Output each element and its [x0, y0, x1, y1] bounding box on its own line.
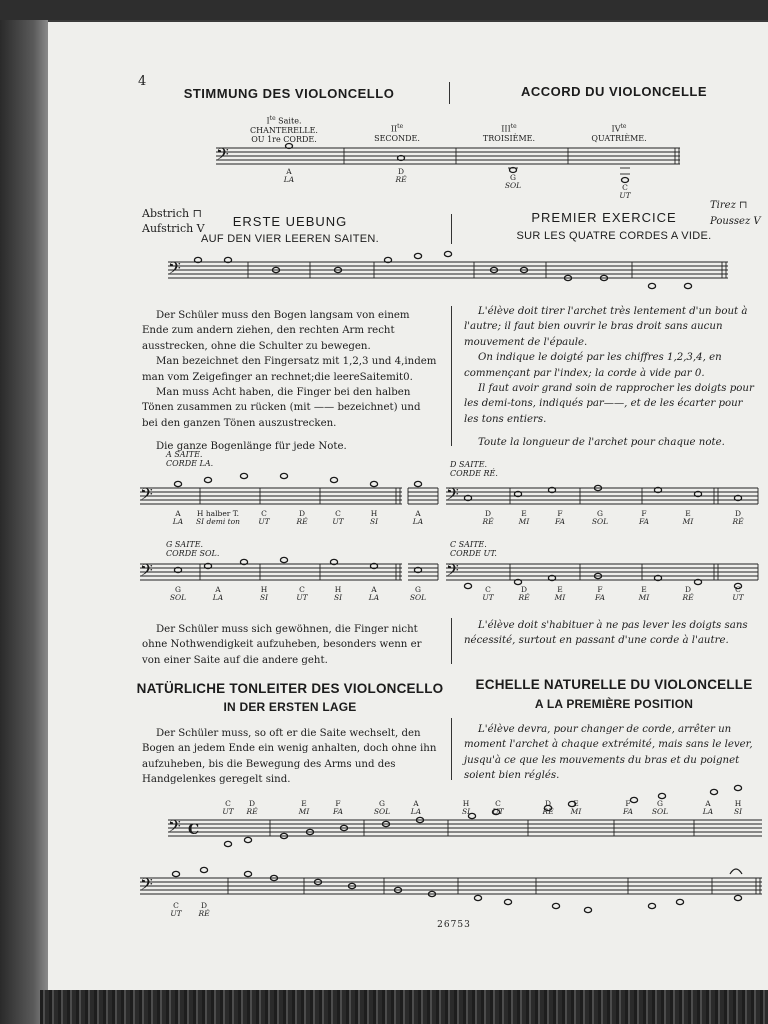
- g-string-label: G SAITE. CORDE SOL.: [166, 540, 220, 558]
- note-head: [648, 283, 655, 288]
- note-name-label: G SOL: [169, 585, 187, 602]
- music-page: [48, 22, 768, 992]
- note-name-label: D RÉ: [246, 799, 258, 816]
- scale-subtitle-de: IN DER ERSTEN LAGE: [223, 700, 357, 714]
- common-time-icon: C: [188, 822, 200, 838]
- note-name-label: E MI: [638, 585, 650, 602]
- note-name-label: G SOL: [373, 799, 391, 816]
- fermata-icon: [730, 869, 742, 874]
- note-name-label: D RÉ: [732, 509, 744, 526]
- note-name-label: D RÉ: [542, 799, 554, 816]
- bass-clef-icon: 𝄢: [168, 258, 181, 282]
- note-head: [584, 907, 591, 912]
- bowing-legend-fr: Tirez ⊓ Poussez V: [710, 200, 761, 227]
- c-string-label: C SAITE. CORDE UT.: [450, 540, 497, 558]
- scale-subtitle-fr: A LA PREMIÈRE POSITION: [534, 697, 694, 711]
- note-name-label: D RÉ: [482, 509, 494, 526]
- g-string-staff: [140, 560, 438, 584]
- d-string-label: D SAITE. CORDE RÉ.: [450, 460, 498, 478]
- string-1-label: $I^{te}$ Saite. CHANTERELLE. OU 1re CORDE.: [250, 115, 318, 144]
- instructions-de-1: Der Schüler muss den Bogen langsam von einem Ende zum andern ziehen, den rechten Arm recht ausstrecken, ohne die Schulter zu bewegen. Man bezeichnet den Fingersatz mit 1,2,3 und 4,indem man vom Zeigefinger an rechnet;die leereSaitemit0. Man muss Acht haben, die Finger bei den halben Tönen zusammen zu rücken (mit —— bezeichnet) und bei den ganzen Tönen auszustrecken. Die ganze Bogenlänge für jede Note.: [142, 310, 437, 453]
- c-string-staff: [446, 560, 758, 584]
- note-head: [330, 477, 337, 482]
- note-name-label: D RÉ: [198, 901, 210, 918]
- bowing-legend-de: Abstrich ⊓ Aufstrich V: [142, 207, 205, 235]
- note-name-label: A LA: [368, 585, 380, 602]
- page-number: 4: [138, 74, 147, 89]
- note-head: [504, 899, 511, 904]
- note-head: [280, 557, 287, 562]
- column-divider: [451, 718, 452, 780]
- note-name-label: G SOL: [409, 585, 427, 602]
- note-name-label: E MI: [570, 799, 582, 816]
- instructions-de-3: Der Schüler muss, so oft er die Saite wechselt, den Bogen an jedem Ende ein wenig anhalten, doch ohne ihn aufzuheben, bis die Bewegung des Arms und des Handgelenkes geregelt sind.: [142, 728, 437, 786]
- note-name-label: E MI: [554, 585, 566, 602]
- note-head: [244, 837, 251, 842]
- plate-number: 26753: [437, 920, 471, 930]
- exercise1-title-fr: PREMIER EXERCICE: [531, 210, 677, 225]
- note-head: [444, 251, 451, 256]
- string-3-label: $III^{te}$ TROISIÈME.: [482, 123, 536, 143]
- note-name-label: D RÉ: [296, 509, 308, 526]
- note-head: [734, 785, 741, 790]
- note-name-label: A LA: [702, 799, 714, 816]
- note-name-label: F FA: [639, 509, 649, 526]
- scanner-edge-bottom: [40, 990, 768, 1024]
- note-name-label: H SI: [333, 585, 343, 602]
- bass-clef-icon: 𝄢: [446, 560, 459, 584]
- column-divider: [451, 618, 452, 664]
- tuning-note-name: A LA: [283, 167, 295, 184]
- instructions-fr-1: L'élève doit tirer l'archet très lentement d'un bout à l'autre; il faut bien ouvrir le bras droit sans aucun mouvement de l'épaule. On indique le doigté par les chiffres 1,2,3,4, en commençant par l'index; la corde à vide par 0. Il faut avoir grand soin de rapprocher les doigts pour les demi-tons, indiqués par——, et de les écarter pour les tons entiers. Toute la longueur de l'archet pour chaque note.: [464, 306, 754, 449]
- note-name-label: C UT: [482, 585, 494, 602]
- note-head: [204, 477, 211, 482]
- column-divider: [451, 214, 452, 244]
- note-name-label: C UT: [222, 799, 234, 816]
- instructions-fr-2: L'élève doit s'habituer à ne pas lever les doigts sans nécessité, surtout en passant d'une corde à l'autre.: [464, 620, 748, 647]
- instructions-fr-3: L'élève devra, pour changer de corde, arrêter un moment l'archet à chaque extrémité, mais sans le lever, jusqu'à ce que les mouvements du bras et du poignet soient bien réglés.: [464, 724, 753, 782]
- note-head: [676, 899, 683, 904]
- note-name-label: D RÉ: [518, 585, 530, 602]
- note-name-label: F FA: [623, 799, 633, 816]
- note-head: [552, 903, 559, 908]
- note-name-label: H SI: [461, 799, 471, 816]
- note-head: [474, 895, 481, 900]
- note-name-label: C UT: [332, 509, 344, 526]
- column-divider: [451, 306, 452, 446]
- bass-clef-icon: 𝄢: [446, 484, 459, 508]
- string-2-label: $II^{te}$ SECONDE.: [374, 123, 420, 143]
- tuning-note-name: C UT: [619, 183, 631, 200]
- a-string-label: A SAITE. CORDE LA.: [166, 450, 214, 468]
- note-head: [370, 481, 377, 486]
- note-head: [414, 253, 421, 258]
- note-name-label: F FA: [555, 509, 565, 526]
- note-name-label: H halber T. SI demi ton: [196, 509, 240, 526]
- string-4-label: $IV^{te}$ QUATRIÈME.: [591, 123, 647, 143]
- note-name-label: A LA: [172, 509, 184, 526]
- bass-clef-icon: 𝄢: [140, 484, 153, 508]
- note-head: [648, 903, 655, 908]
- note-name-label: C UT: [258, 509, 270, 526]
- scanner-edge-left: [0, 0, 48, 1024]
- note-name-label: G SOL: [651, 799, 669, 816]
- scale-title-fr: ECHELLE NATURELLE DU VIOLONCELLE: [475, 677, 753, 692]
- note-head: [464, 583, 471, 588]
- scale-title-de: NATÜRLICHE TONLEITER DES VIOLONCELLO: [136, 681, 444, 696]
- note-head: [244, 871, 251, 876]
- note-name-label: C UT: [492, 799, 504, 816]
- note-name-label: F FA: [595, 585, 605, 602]
- title-tuning-fr: ACCORD DU VIOLONCELLE: [521, 84, 707, 99]
- tuning-note-name: G SOL: [504, 173, 522, 190]
- note-head: [174, 481, 181, 486]
- bass-clef-icon: 𝄢: [216, 144, 229, 168]
- title-tuning-de: STIMMUNG DES VIOLONCELLO: [183, 86, 395, 101]
- bass-clef-icon: 𝄢: [140, 874, 153, 898]
- note-name-label: H SI: [369, 509, 379, 526]
- note-head: [224, 841, 231, 846]
- note-head: [658, 793, 665, 798]
- note-head: [414, 481, 421, 486]
- note-name-label: E MI: [682, 509, 694, 526]
- scale-staff-1: [168, 816, 762, 840]
- note-name-label: H SI: [733, 799, 743, 816]
- exercise1-subtitle-de: AUF DEN VIER LEEREN SAITEN.: [200, 233, 380, 245]
- exercise1-subtitle-fr: SUR LES QUATRE CORDES A VIDE.: [516, 230, 712, 242]
- note-head: [240, 473, 247, 478]
- exercise1-staff: [168, 258, 728, 282]
- tuning-note-name: D RÉ: [395, 167, 407, 184]
- note-head: [172, 871, 179, 876]
- scale-staff-2: [140, 869, 762, 898]
- bass-clef-icon: 𝄢: [140, 560, 153, 584]
- note-head: [200, 867, 207, 872]
- note-name-label: E MI: [518, 509, 530, 526]
- note-name-label: G SOL: [591, 509, 609, 526]
- note-name-label: C UT: [296, 585, 308, 602]
- note-name-label: C UT: [170, 901, 182, 918]
- instructions-de-2: Der Schüler muss sich gewöhnen, die Finger nicht ohne Nothwendigkeit aufzuheben, besonders wenn er von einer Saite auf die andere geht.: [142, 624, 422, 666]
- note-name-label: A LA: [412, 509, 424, 526]
- note-name-label: F FA: [333, 799, 343, 816]
- bass-clef-icon: 𝄢: [168, 816, 181, 840]
- exercise1-title-de: ERSTE UEBUNG: [232, 214, 348, 229]
- note-name-label: A LA: [212, 585, 224, 602]
- music-staves: [48, 22, 768, 992]
- note-head: [734, 895, 741, 900]
- note-head: [710, 789, 717, 794]
- note-name-label: A LA: [410, 799, 422, 816]
- note-head: [280, 473, 287, 478]
- note-name-label: E MI: [298, 799, 310, 816]
- a-string-staff: [140, 484, 438, 508]
- scanner-edge-top: [0, 0, 768, 20]
- note-name-label: C UT: [732, 585, 744, 602]
- note-name-label: H SI: [259, 585, 269, 602]
- note-name-label: D RÉ: [682, 585, 694, 602]
- note-head: [684, 283, 691, 288]
